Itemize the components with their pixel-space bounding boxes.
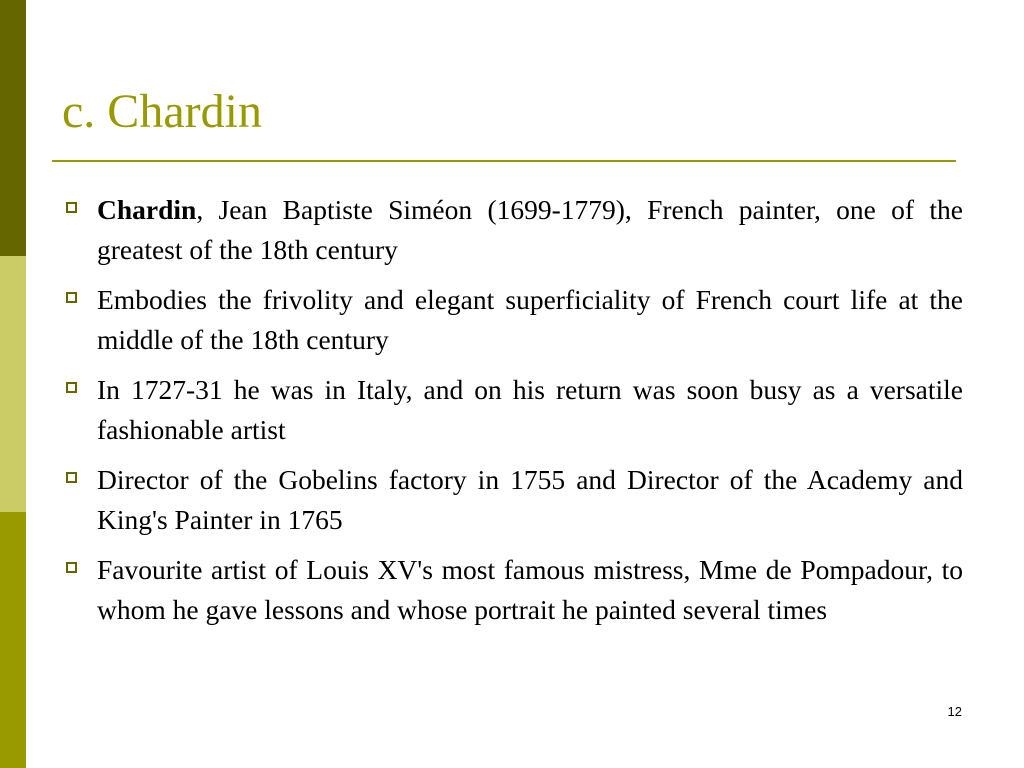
bullet-text	[97, 460, 963, 540]
hollow-square-icon	[66, 202, 77, 213]
side-bar-bottom	[0, 512, 26, 768]
bullet-text	[97, 550, 963, 630]
page-number: 12	[947, 704, 962, 719]
hollow-square-icon	[66, 292, 77, 303]
bullet-body-text: Director of the Gobelins factory in 1755 and Director of the Academy and King's Painter in 1765	[97, 464, 963, 535]
bullet-item	[66, 280, 963, 360]
bullet-text	[97, 280, 963, 360]
title-underline	[52, 160, 956, 162]
side-bar-top	[0, 0, 26, 256]
hollow-square-icon	[66, 382, 77, 393]
bullet-list	[66, 190, 963, 640]
bullet-body-text: Embodies the frivolity and elegant superficiality of French court life at the middle of the 18th century	[97, 284, 963, 355]
bullet-text	[97, 370, 963, 450]
bullet-bold-text: Chardin	[97, 194, 197, 225]
bullet-text	[97, 190, 963, 270]
bullet-body-text: In 1727-31 he was in Italy, and on his return was soon busy as a versatile fashionable artist	[97, 374, 963, 445]
bullet-item	[66, 190, 963, 270]
side-bar-middle	[0, 256, 26, 512]
bullet-item	[66, 550, 963, 630]
bullet-body-text: Favourite artist of Louis XV's most famous mistress, Mme de Pompadour, to whom he gave lessons and whose portrait he painted several times	[97, 554, 963, 625]
slide-title: c. Chardin	[62, 85, 262, 138]
bullet-item	[66, 460, 963, 540]
hollow-square-icon	[66, 472, 77, 483]
bullet-item	[66, 370, 963, 450]
bullet-body-text: , Jean Baptiste Siméon (1699-1779), French painter, one of the greatest of the 18th century	[97, 194, 963, 265]
hollow-square-icon	[66, 562, 77, 573]
